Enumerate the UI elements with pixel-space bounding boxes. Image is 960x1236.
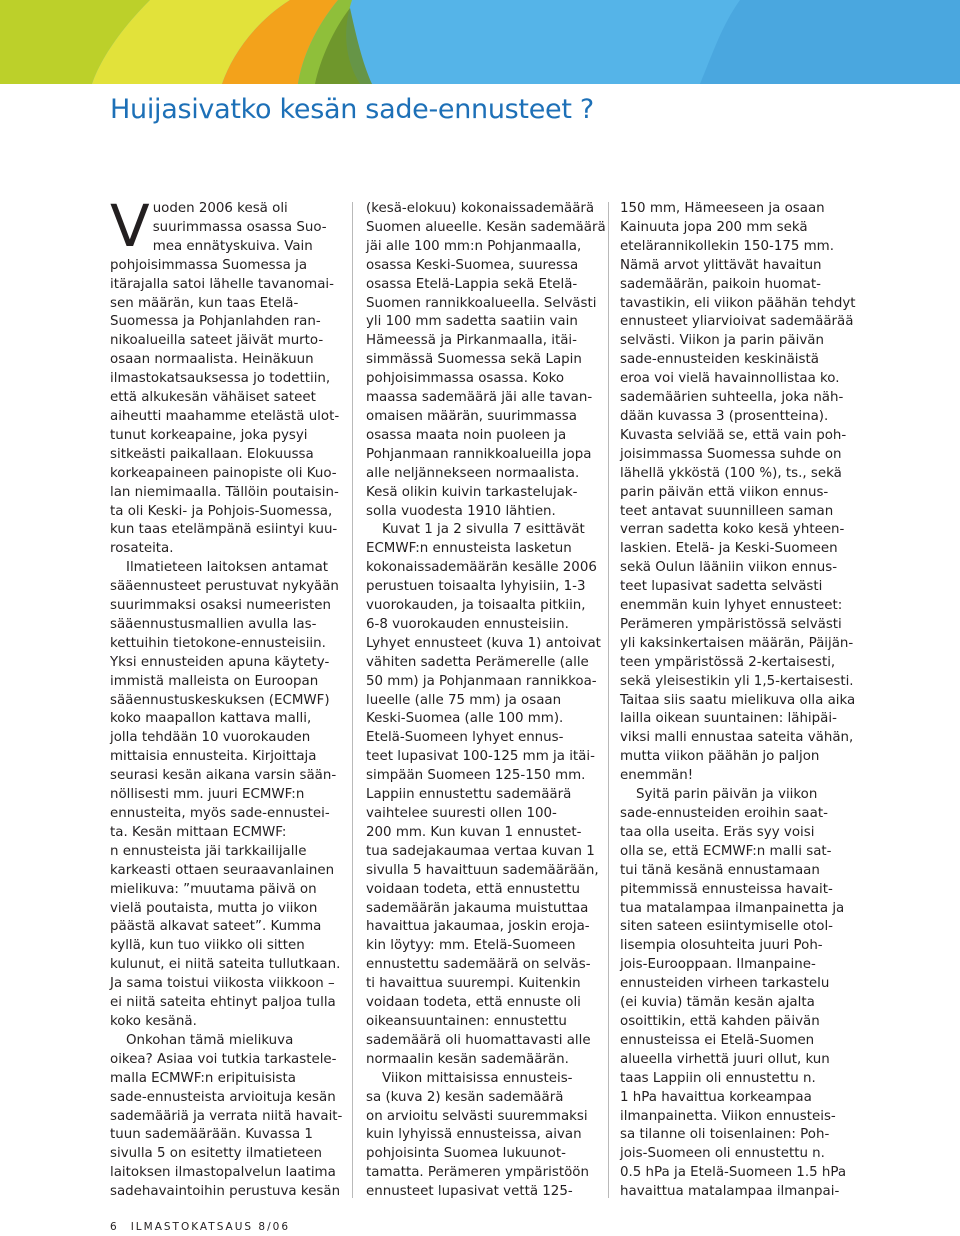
text-line: ennusteissa ei Etelä-Suomen xyxy=(620,1032,815,1048)
text-line: tunut korkeapaine, joka pysyi xyxy=(110,427,308,443)
text-line: alueella virhettä juuri ollut, kun xyxy=(620,1051,830,1067)
text-line: tavastikin, eli viikon päähän tehdyt xyxy=(620,295,856,311)
text-line: Suomen alueelle. Kesän sademäärä xyxy=(366,219,606,235)
text-line: sa (kuva 2) kesän sademäärä xyxy=(366,1089,564,1105)
text-line: mutta viikon päähän jo paljon xyxy=(620,749,820,765)
text-line: verran sadetta koko kesä yhteen- xyxy=(620,522,845,538)
text-line: sa tilanne oli toisenlainen: Poh- xyxy=(620,1127,830,1143)
decorative-banner xyxy=(0,0,960,84)
text-line: osaan normaalista. Heinäkuun xyxy=(110,352,314,368)
text-line: teet antavat suunnilleen saman xyxy=(620,503,834,519)
text-line: kulunut, ei niitä sateita tullutkaan. xyxy=(110,957,341,973)
text-line: lailla oikean suuntainen: lähipäi- xyxy=(620,711,837,727)
text-line: kuin lyhyissä ennusteissa, aivan xyxy=(366,1127,582,1143)
text-line: kyllä, kun tuo viikko oli sitten xyxy=(110,938,305,954)
text-line: itärajalla satoi lähelle tavanomai- xyxy=(110,276,334,292)
text-line: mielikuva: ”muutama päivä on xyxy=(110,881,317,897)
text-line: teet lupasivat 100-125 mm ja itäi- xyxy=(366,749,595,765)
text-line: sen määrän, kun taas Etelä- xyxy=(110,295,299,311)
text-line: ennusteiden virheen tarkastelu xyxy=(620,976,830,992)
text-line: rosateita. xyxy=(110,541,174,557)
text-line: kokonaissademäärän kesälle 2006 xyxy=(366,560,597,576)
text-line: ilmanpainetta. Viikon ennusteis- xyxy=(620,1108,836,1124)
text-line: sekä Oulun lääniin viikon ennus- xyxy=(620,560,838,576)
text-line: koko maapallon kattava malli, xyxy=(110,711,312,727)
text-line: perustuen toisaalta lyhyisiin, 1-3 xyxy=(366,579,586,595)
text-line: voidaan todeta, että ennustettu xyxy=(366,881,580,897)
text-line: lan niemimaalla. Tällöin poutaisin- xyxy=(110,484,339,500)
text-line: sademäärä oli huomattavasti alle xyxy=(366,1032,591,1048)
text-line: viksi malli ennustaa sateita vähän, xyxy=(620,730,854,746)
page-footer xyxy=(110,1221,290,1233)
text-line: Hämeessä ja Pirkanmaalla, itäi- xyxy=(366,333,577,349)
text-line: n ennusteista jäi tarkkailijalle xyxy=(110,843,307,859)
text-line: pitemmissä ennusteissa havait- xyxy=(620,881,833,897)
text-line: koko kesänä. xyxy=(110,1013,197,1029)
text-line: eroa voi vielä havainnollistaa ko. xyxy=(620,371,840,387)
text-line: ennusteet lupasivat vettä 125- xyxy=(366,1184,573,1200)
text-line: pohjoisimmassa osassa. Koko xyxy=(366,371,565,387)
text-line: taas Lappiin oli ennustettu n. xyxy=(620,1070,816,1086)
text-line: Ja sama toistui viikosta viikkoon – xyxy=(110,976,335,992)
text-line: oikea? Asiaa voi tutkia tarkastele- xyxy=(110,1051,337,1067)
text-line: on arvioitu selvästi suuremmaksi xyxy=(366,1108,588,1124)
text-line: parin päivän että viikon ennus- xyxy=(620,484,829,500)
publication-name: ILMASTOKATSAUS 8/06 xyxy=(130,1221,291,1233)
text-line: alle neljännekseen normaalista. xyxy=(366,465,580,481)
text-line: joisimmassa Suomessa suhde on xyxy=(620,446,842,462)
article-title: Huijasivatko kesän sade-ennusteet ? xyxy=(110,94,594,125)
text-line: 200 mm. Kun kuvan 1 ennustet- xyxy=(366,824,582,840)
text-line: taa olla useita. Eräs syy voisi xyxy=(620,824,815,840)
text-line: teet lupasivat sadetta selvästi xyxy=(620,579,823,595)
text-line: Pohjanmaan rannikkoalueilla jopa xyxy=(366,446,592,462)
text-line: nikoalueilla sateet jäivät murto- xyxy=(110,333,324,349)
text-line: Nämä arvot ylittävät havaitun xyxy=(620,257,822,273)
text-line: Suomessa ja Pohjanlahden ran- xyxy=(110,314,321,330)
text-line: siten sateen esiintymiselle otol- xyxy=(620,919,834,935)
text-line: pohjoisinta Suomea lukuunot- xyxy=(366,1146,566,1162)
text-line: Etelä-Suomeen lyhyet ennus- xyxy=(366,730,564,746)
text-line: tua matalampaa ilmanpainetta ja xyxy=(620,900,845,916)
text-line: Lappiin ennustettu sademäärä xyxy=(366,787,572,803)
text-line: malla ECMWF:n eripituisista xyxy=(110,1070,296,1086)
text-line: Syitä parin päivän ja viikon xyxy=(636,787,818,803)
text-line: jäi alle 100 mm:n Pohjanmaalla, xyxy=(366,238,582,254)
text-line: solla vuodesta 1910 lähtien. xyxy=(366,503,556,519)
text-line: sivulla 5 havaittuun sademäärään, xyxy=(366,862,599,878)
text-line: Viikon mittaisissa ennusteis- xyxy=(382,1070,573,1086)
text-line: sademäärän jakauma muistuttaa xyxy=(366,900,589,916)
text-line: osassa Etelä-Lappia sekä Etelä- xyxy=(366,276,578,292)
text-line: päästä alkavat sateet”. Kumma xyxy=(110,919,322,935)
text-line: ennusteet yliarvioivat sademäärää xyxy=(620,314,854,330)
text-line: sivulla 5 on esitetty ilmatieteen xyxy=(110,1146,322,1162)
text-line: simpään Suomeen 125-150 mm. xyxy=(366,768,586,784)
text-line: tamatta. Perämeren ympäristöön xyxy=(366,1165,589,1181)
text-line: sadehavaintoihin perustuva kesän xyxy=(110,1184,341,1200)
text-line: olla se, että ECMWF:n malli sat- xyxy=(620,843,832,859)
text-line: nöllisesti mm. juuri ECMWF:n xyxy=(110,787,305,803)
text-line: kin löytyy: mm. Etelä-Suomeen xyxy=(366,938,576,954)
text-line: vielä poutaista, mutta jo viikon xyxy=(110,900,318,916)
text-line: havaittua matalampaa ilmanpai- xyxy=(620,1184,840,1200)
text-line: vuorokauden, ja toisaalta pitkiin, xyxy=(366,598,586,614)
text-line: laitoksen ilmastopalvelun laatima xyxy=(110,1165,336,1181)
text-line: jolla tehdään 10 vuorokauden xyxy=(110,730,311,746)
text-line: enemmän kuin lyhyet ennusteet: xyxy=(620,598,843,614)
text-line: normaalin kesän sademäärän. xyxy=(366,1051,569,1067)
text-line: lueelle (alle 75 mm) ja osaan xyxy=(366,692,562,708)
text-line: lähellä ykköstä (100 %), ts., sekä xyxy=(620,465,842,481)
text-line: seurasi kesän aikana varsin sään- xyxy=(110,768,337,784)
text-line: että alkukesän vähäiset sateet xyxy=(110,390,316,406)
text-line: sade-ennusteiden eroihin saat- xyxy=(620,806,828,821)
text-line: Kuvasta selviää se, että vain poh- xyxy=(620,427,847,443)
text-line: osassa Keski-Suomea, suuressa xyxy=(366,257,579,273)
text-line: Ilmatieteen laitoksen antamat xyxy=(126,560,329,576)
text-line: ECMWF:n ennusteista lasketun xyxy=(366,541,572,557)
text-line: Kesä olikin kuivin tarkastelujak- xyxy=(366,484,578,500)
drop-cap: V xyxy=(110,192,150,260)
text-line: Lyhyet ennusteet (kuva 1) antoivat xyxy=(366,635,601,651)
text-line: Onkohan tämä mielikuva xyxy=(126,1032,294,1048)
text-line: kettuihin tietokone-ennusteisiin. xyxy=(110,635,326,651)
text-line: sääennustuskeskuksen (ECMWF) xyxy=(110,692,330,708)
text-line: vaihtelee suuresti ollen 100- xyxy=(366,806,557,821)
text-line: dään kuvassa 3 (prosentteina). xyxy=(620,408,829,424)
text-line: yli 100 mm sadetta saatiin vain xyxy=(366,314,578,330)
text-line: pohjoisimmassa Suomessa ja xyxy=(110,257,308,273)
text-line: 150 mm, Hämeeseen ja osaan xyxy=(620,201,825,216)
text-line: sekä yleisestikin yli 1,5-kertaisesti. xyxy=(620,673,854,689)
text-line: sade-ennusteista arvioituja kesän xyxy=(110,1089,336,1105)
text-line: sääennusteet perustuvat nykyään xyxy=(110,579,339,595)
text-line: kun taas etelämpänä esiintyi kuu- xyxy=(110,522,338,538)
text-line: mittaisia ennusteita. Kirjoittaja xyxy=(110,749,317,765)
text-line: ennusteita, myös sade-ennustei- xyxy=(110,806,330,821)
text-line: maassa sademäärä jäi alle tavan- xyxy=(366,390,593,406)
text-column-2 xyxy=(366,200,606,1202)
text-line: ei niitä sateita ehtinyt paljoa tulla xyxy=(110,995,336,1011)
text-line: etelärannikollekin 150-175 mm. xyxy=(620,238,834,254)
text-line: laskien. Etelä- ja Keski-Suomeen xyxy=(620,541,838,557)
text-line: 6-8 vuorokauden ennusteisiin. xyxy=(366,616,569,632)
text-line: korkeapaineen painopiste oli Kuo- xyxy=(110,465,337,481)
text-line: uoden 2006 kesä oli xyxy=(152,201,288,216)
text-line: sitkeästi paikallaan. Elokuussa xyxy=(110,446,314,462)
text-line: immistä malleista on Euroopan xyxy=(110,673,319,689)
column-divider xyxy=(352,202,353,1198)
text-line: omaisen määrän, suurimmassa xyxy=(366,408,577,424)
text-line: voidaan todeta, että ennuste oli xyxy=(366,995,581,1011)
text-line: Taitaa siis saatu mielikuva olla aika xyxy=(620,692,856,708)
text-line: jois-Eurooppaan. Ilmanpaine- xyxy=(620,957,816,973)
text-line: oikeansuuntainen: ennustettu xyxy=(366,1013,567,1029)
text-line: havaittua jakaumaa, joskin eroja- xyxy=(366,919,590,935)
text-line: ilmastokatsauksessa jo todettiin, xyxy=(110,371,331,387)
text-line: osassa maata noin puoleen ja xyxy=(366,427,567,443)
text-line: suurimmassa osassa Suo- xyxy=(152,219,327,235)
text-line: sademäärien suhteella, joka näh- xyxy=(620,390,844,406)
text-line: (kesä-elokuu) kokonaissademäärä xyxy=(366,201,595,216)
text-line: ta oli Keski- ja Pohjois-Suomessa, xyxy=(110,503,333,519)
text-line: tuun sademäärään. Kuvassa 1 xyxy=(110,1127,313,1143)
text-line: Yksi ennusteiden apuna käytety- xyxy=(110,654,330,670)
text-line: Kainuuta jopa 200 mm sekä xyxy=(620,219,808,235)
text-column-3 xyxy=(620,200,856,1202)
text-line: 0.5 hPa ja Etelä-Suomeen 1.5 hPa xyxy=(620,1165,847,1181)
text-line: (ei kuvia) tämän kesän ajalta xyxy=(620,995,815,1011)
text-line: enemmän! xyxy=(620,768,694,784)
page-number: 6 xyxy=(110,1221,117,1233)
text-line: sade-ennusteiden keskinäistä xyxy=(620,352,819,368)
text-line: Perämeren ympäristössä selvästi xyxy=(620,616,842,632)
text-line: sääennustusmallien avulla las- xyxy=(110,616,317,632)
text-line: ti havaittua suurempi. Kuitenkin xyxy=(366,976,581,992)
text-line: lisempia olosuhteita juuri Poh- xyxy=(620,938,823,954)
text-line: karkeasti ottaen seuraavanlainen xyxy=(110,862,335,878)
text-line: jois-Suomeen oli ennustettu n. xyxy=(620,1146,825,1162)
text-line: ta. Kesän mittaan ECMWF: xyxy=(110,824,287,840)
text-line: osoittikin, että kahden päivän xyxy=(620,1013,820,1029)
text-line: sademääriä ja verrata niitä havait- xyxy=(110,1108,343,1124)
text-line: Suomen rannikkoalueella. Selvästi xyxy=(366,295,597,311)
text-line: tui tänä kesänä ennustamaan xyxy=(620,862,820,878)
text-line: teen ympäristössä 2-kertaisesti, xyxy=(620,654,836,670)
column-divider xyxy=(608,202,609,1198)
text-line: simmässä Suomessa sekä Lapin xyxy=(366,352,582,368)
text-line: vähiten sadetta Perämerelle (alle xyxy=(366,654,589,670)
text-line: aiheutti maahamme etelästä ulot- xyxy=(110,408,340,424)
text-line: 1 hPa havaittua korkeampaa xyxy=(620,1089,812,1105)
text-line: ennustettu sademäärä on selväs- xyxy=(366,957,591,973)
text-line: mea ennätyskuiva. Vain xyxy=(152,238,313,254)
text-line: 50 mm) ja Pohjanmaan rannikkoa- xyxy=(366,673,597,689)
banner-band-dark-blue xyxy=(700,0,960,84)
text-line: Kuvat 1 ja 2 sivulla 7 esittävät xyxy=(382,522,585,538)
text-column-1 xyxy=(110,192,346,1202)
text-line: yli kaksinkertaisen määrän, Päijän- xyxy=(620,635,854,651)
text-line: sademäärän, paikoin huomat- xyxy=(620,276,821,292)
text-line: Keski-Suomea (alle 100 mm). xyxy=(366,711,564,727)
text-line: tua sadejakaumaa vertaa kuvan 1 xyxy=(366,843,595,859)
text-line: suurimmaksi osaksi numeeristen xyxy=(110,598,331,614)
text-line: selvästi. Viikon ja parin päivän xyxy=(620,333,824,349)
